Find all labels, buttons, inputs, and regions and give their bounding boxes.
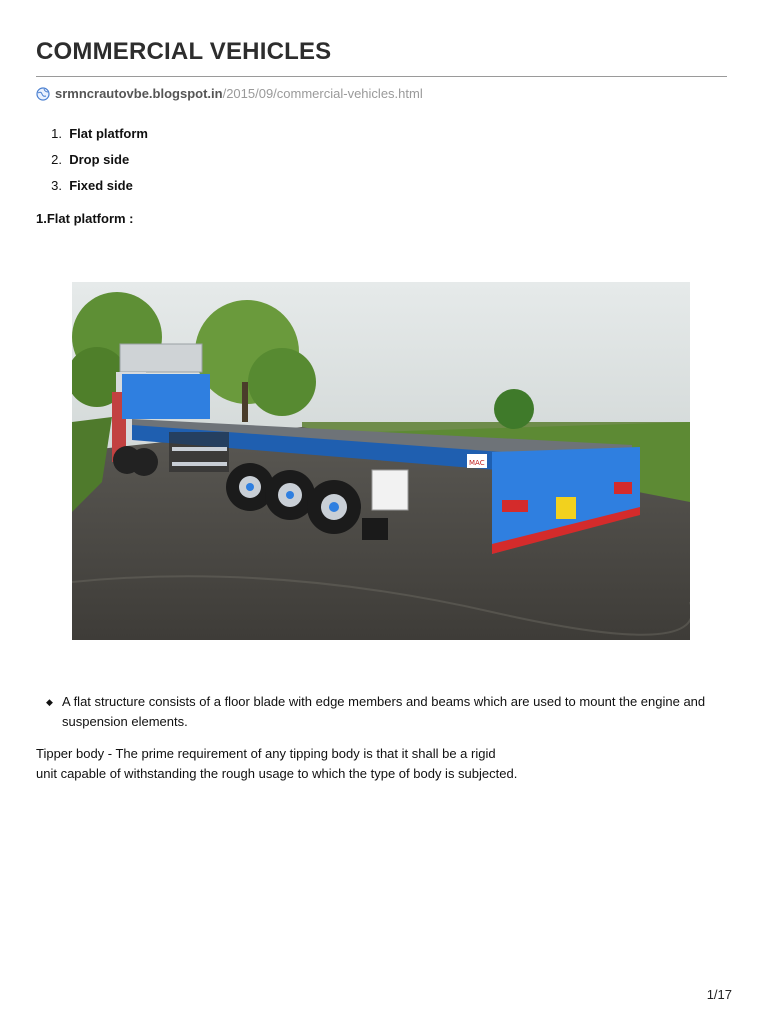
toc-label: Drop side <box>69 152 130 167</box>
globe-icon <box>36 87 50 101</box>
section-heading: 1.Flat platform : <box>36 211 134 226</box>
toc-label: Flat platform <box>69 126 148 141</box>
bullet-text: A flat structure consists of a floor blade with edge members and beams which are used to mount the engine and suspension elements. <box>62 694 706 729</box>
toc-number: 3. <box>51 178 62 193</box>
brand-badge: MAC <box>469 459 485 467</box>
bullet-icon: ◆ <box>46 697 53 707</box>
page-title: COMMERCIAL VEHICLES <box>36 38 332 65</box>
table-of-contents <box>36 126 148 204</box>
source-path[interactable]: /2015/09/commercial-vehicles.html <box>222 86 423 101</box>
toc-item <box>36 152 148 178</box>
paragraph-line: Tipper body - The prime requirement of any tipping body is that it shall be a rigid <box>36 746 496 761</box>
page-number: 1/17 <box>706 987 732 1002</box>
source-domain[interactable]: srmncrautovbe.blogspot.in <box>55 86 223 101</box>
title-divider <box>36 76 727 77</box>
bullet-item <box>46 692 726 732</box>
tipper-body-paragraph <box>36 744 726 784</box>
toc-label: Fixed side <box>69 178 133 193</box>
toc-item <box>36 178 148 204</box>
source-link[interactable] <box>36 86 423 101</box>
paragraph-line: unit capable of withstanding the rough usage to which the type of body is subjected. <box>36 766 518 781</box>
toc-number: 2. <box>51 152 62 167</box>
flatbed-trailer-photo <box>72 282 690 640</box>
toc-number: 1. <box>51 126 62 141</box>
toc-item <box>36 126 148 152</box>
